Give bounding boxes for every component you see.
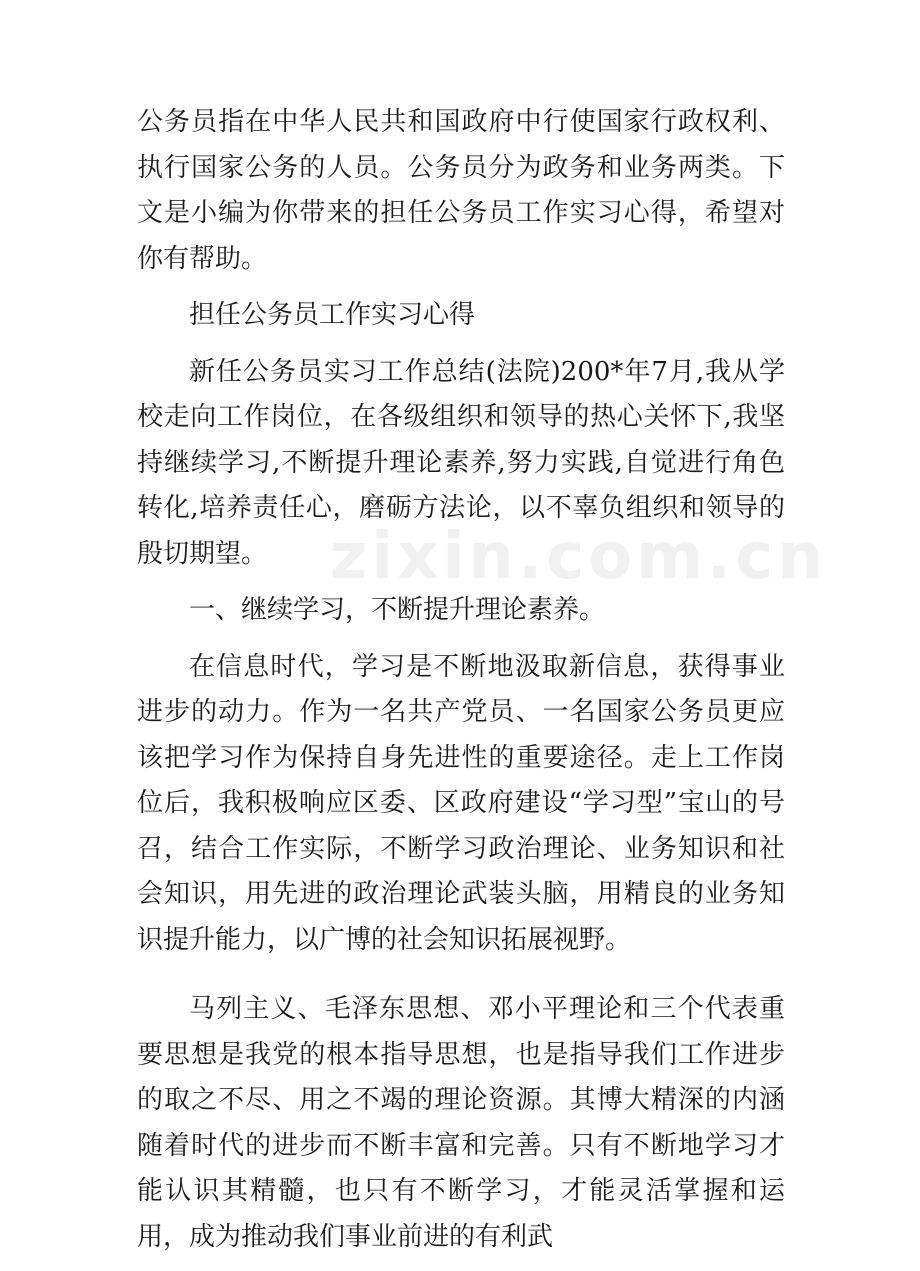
document-body	[137, 100, 785, 1271]
body-paragraph: 马列主义、毛泽东思想、邓小平理论和三个代表重要思想是我党的根本指导思想，也是指导我们工作进步的取之不尽、用之不竭的理论资源。其博大精深的内涵随着时代的进步而不断丰富和完善。只有不断地学习才能认识其精髓，也只有不断学习，才能灵活掌握和运用，成为推动我们事业前进的有利武	[137, 994, 785, 1252]
body-paragraph: 新任公务员实习工作总结(法院)200*年7月,我从学校走向工作岗位，在各级组织和领导的热心关怀下,我坚持继续学习,不断提升理论素养,努力实践,自觉进行角色转化,培养责任心，磨砺方法论，以不辜负组织和领导的殷切期望。	[137, 356, 785, 569]
body-paragraph: 在信息时代，学习是不断地汲取新信息，获得事业进步的动力。作为一名共产党员、一名国家公务员更应该把学习作为保持自身先进性的重要途径。走上工作岗位后，我积极响应区委、区政府建设“学习型”宝山的号召，结合工作实际，不断学习政治理论、业务知识和社会知识，用先进的政治理论武装头脑，用精良的业务知识提升能力，以广博的社会知识拓展视野。	[137, 651, 785, 955]
section-title: 担任公务员工作实习心得	[189, 300, 476, 330]
watermark-text: zixin.com.cn	[330, 520, 827, 594]
intro-paragraph: 公务员指在中华人民共和国政府中行使国家行政权利、执行国家公务的人员。公务员分为政务和业务两类。下文是小编为你带来的担任公务员工作实习心得，希望对你有帮助。	[137, 107, 785, 274]
section-heading: 一、继续学习，不断提升理论素养。	[189, 595, 606, 625]
